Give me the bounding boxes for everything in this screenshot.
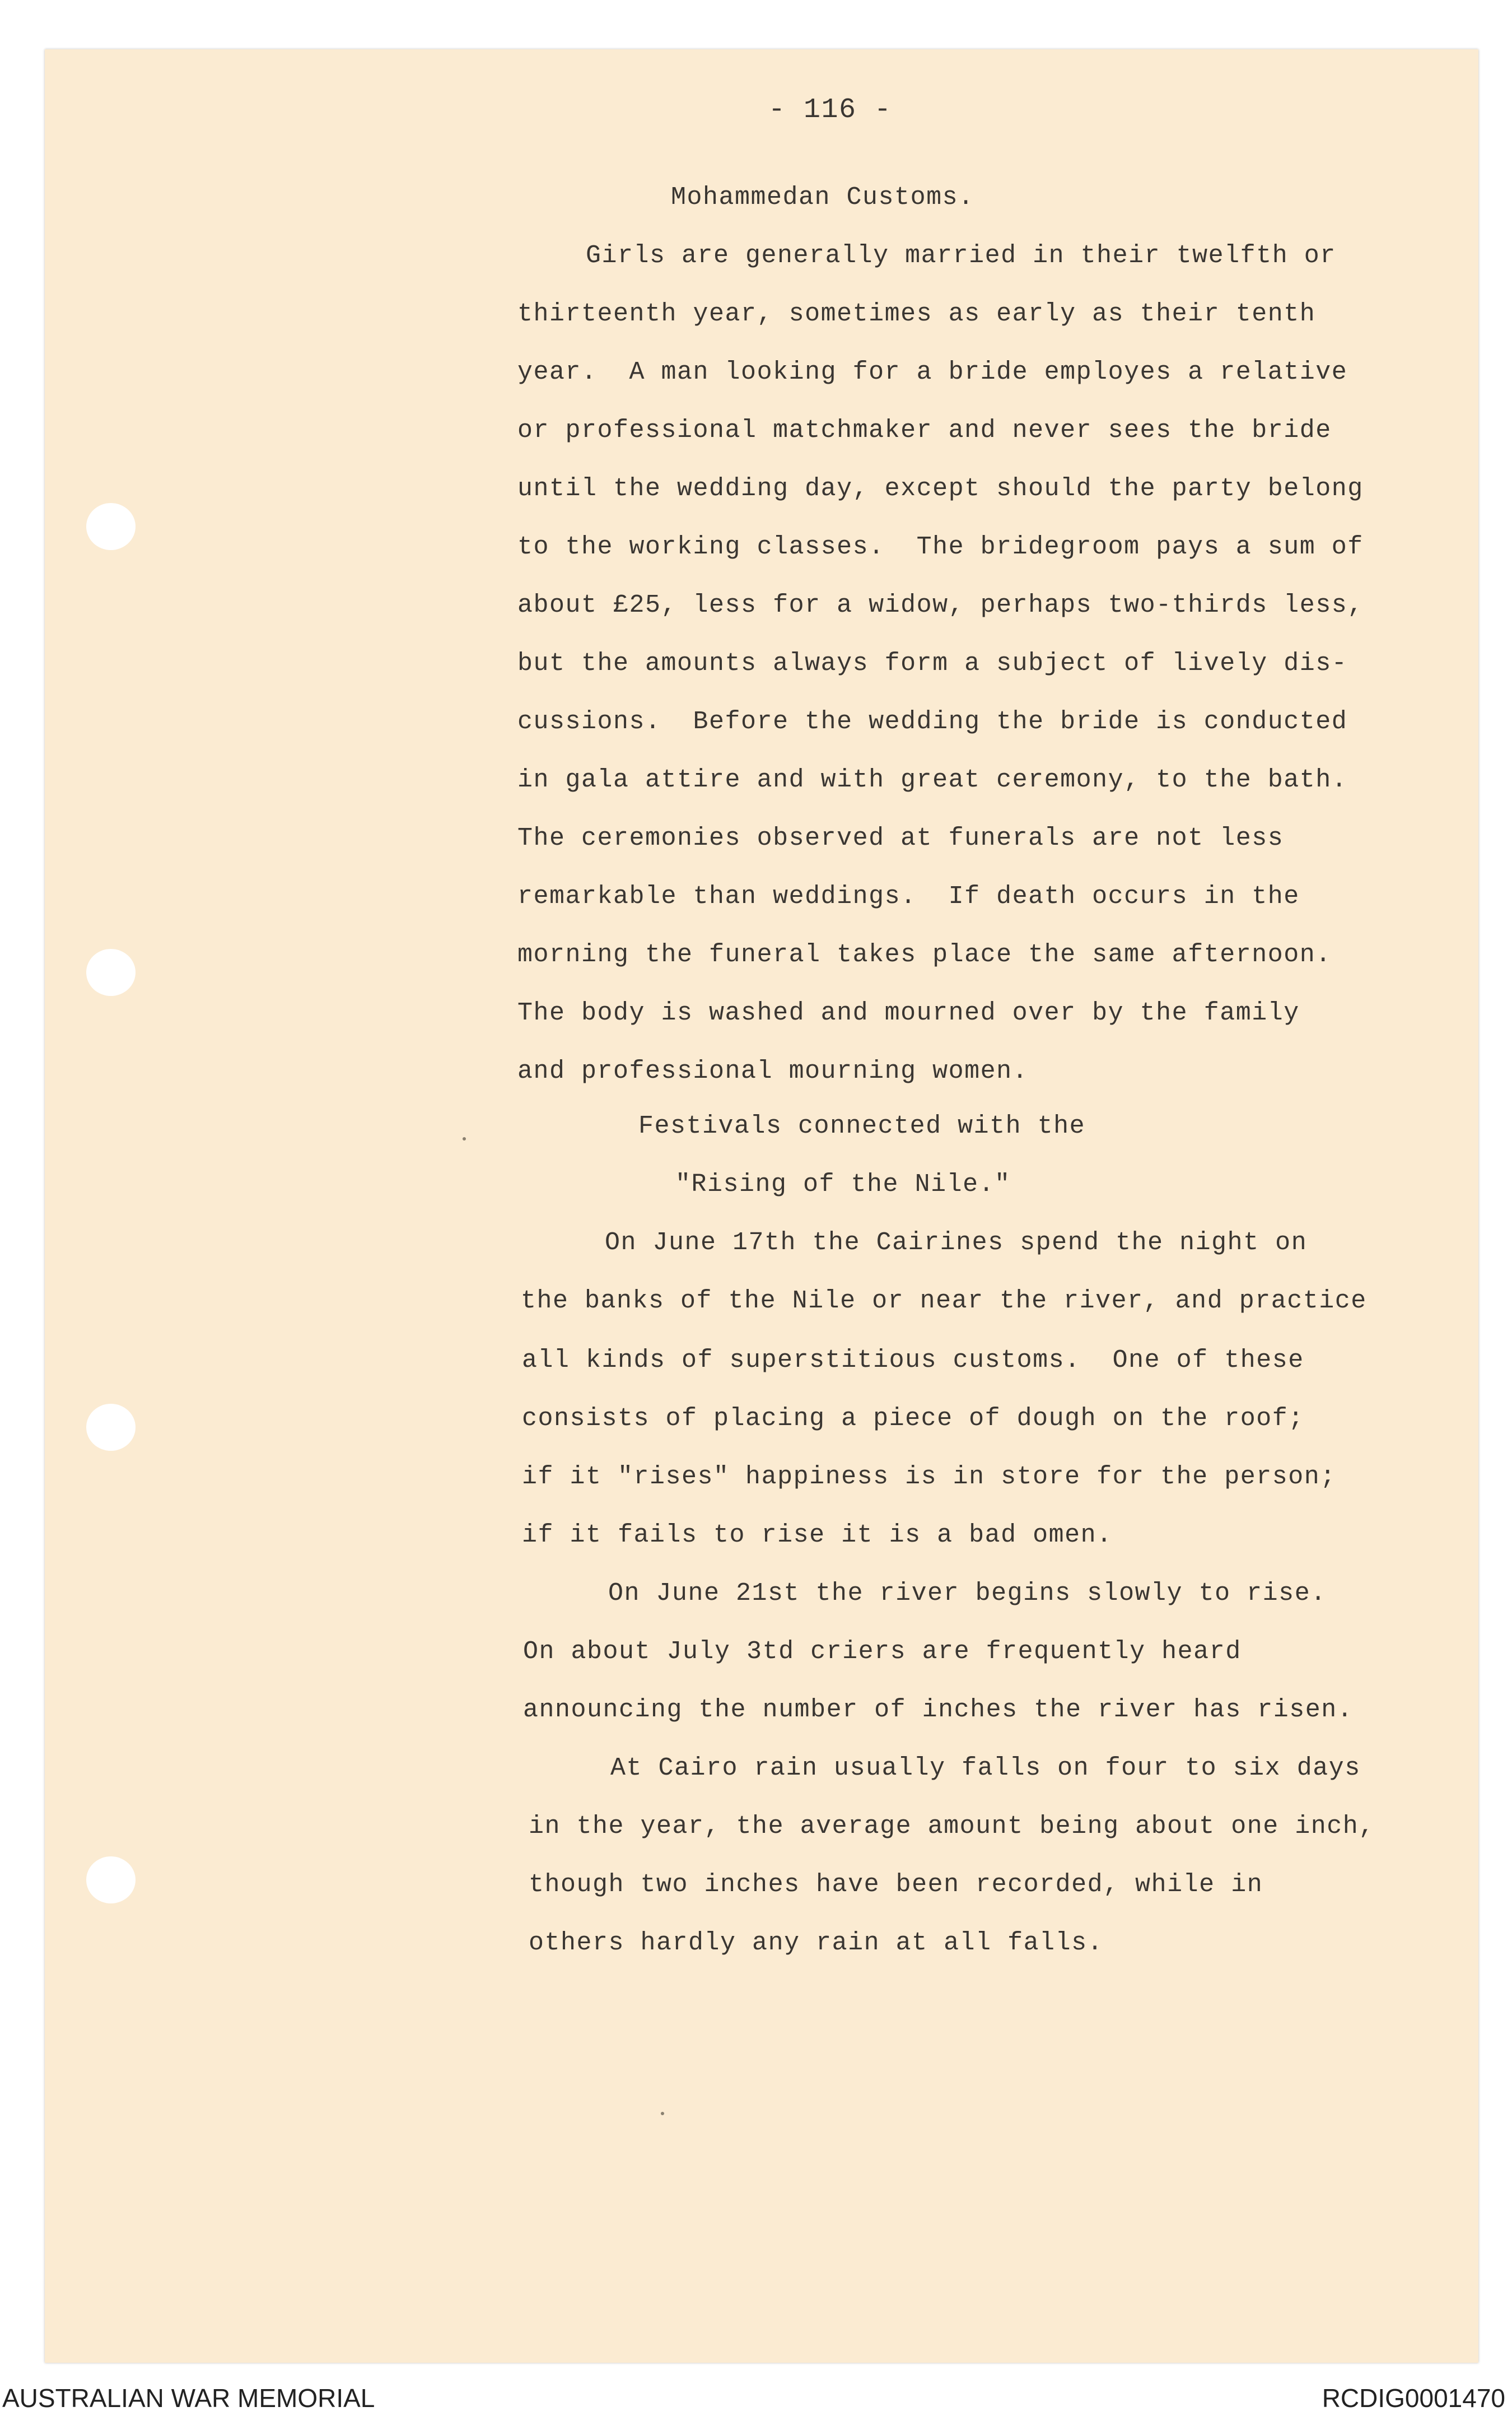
section-heading-rising-of-the-nile: "Rising of the Nile." xyxy=(675,1170,1011,1199)
ink-speck xyxy=(661,2112,664,2115)
paragraph-line: announcing the number of inches the river has risen. xyxy=(523,1696,1354,1724)
paragraph-line: the banks of the Nile or near the river, and practice xyxy=(521,1287,1367,1315)
paragraph-line: cussions. Before the wedding the bride is conducted xyxy=(517,707,1348,736)
paragraph-line: On June 17th the Cairines spend the night on xyxy=(605,1228,1308,1257)
paragraph-line: On about July 3td criers are frequently heard xyxy=(523,1637,1242,1666)
paragraph-line: morning the funeral takes place the same afternoon. xyxy=(517,941,1332,969)
punch-hole-1 xyxy=(86,503,136,550)
paragraph-line: year. A man looking for a bride employes a relative xyxy=(517,358,1348,387)
paragraph-line: Girls are generally married in their twelfth or xyxy=(586,241,1336,270)
footer-archive-name: AUSTRALIAN WAR MEMORIAL xyxy=(2,2384,375,2413)
page-number: - 116 - xyxy=(768,94,892,126)
paragraph-line: until the wedding day, except should the party belong xyxy=(517,474,1364,503)
paragraph-line: and professional mourning women. xyxy=(517,1057,1029,1086)
punch-hole-2 xyxy=(86,949,136,996)
paragraph-line: if it fails to rise it is a bad omen. xyxy=(522,1521,1113,1549)
footer-item-id: RCDIG0001470 xyxy=(1322,2384,1505,2413)
paragraph-line: though two inches have been recorded, while in xyxy=(529,1870,1263,1899)
punch-hole-3 xyxy=(86,1404,136,1451)
paragraph-line: about £25, less for a widow, perhaps two-thirds less, xyxy=(517,591,1364,620)
document-sheet xyxy=(45,49,1478,2363)
paragraph-line: in the year, the average amount being about one inch, xyxy=(529,1812,1375,1841)
paragraph-line: or professional matchmaker and never sees the bride xyxy=(517,416,1332,445)
section-heading-mohammedan-customs: Mohammedan Customs. xyxy=(671,183,974,212)
paragraph-line: if it "rises" happiness is in store for the person; xyxy=(522,1463,1336,1491)
paragraph-line: On June 21st the river begins slowly to rise. xyxy=(608,1579,1327,1608)
paragraph-line: others hardly any rain at all falls. xyxy=(529,1929,1104,1957)
punch-hole-4 xyxy=(86,1856,136,1903)
paragraph-line: to the working classes. The bridegroom pays a sum of xyxy=(517,533,1364,561)
ink-speck xyxy=(463,1137,466,1140)
paragraph-line: The ceremonies observed at funerals are not less xyxy=(517,824,1284,853)
paragraph-line: remarkable than weddings. If death occurs in the xyxy=(517,882,1300,911)
paragraph-line: At Cairo rain usually falls on four to six days xyxy=(610,1754,1361,1782)
paragraph-line: The body is washed and mourned over by the family xyxy=(517,999,1300,1027)
paragraph-line: consists of placing a piece of dough on the roof; xyxy=(522,1404,1304,1433)
section-heading-festivals: Festivals connected with the xyxy=(638,1112,1086,1140)
paragraph-line: all kinds of superstitious customs. One of these xyxy=(522,1346,1304,1375)
paragraph-line: in gala attire and with great ceremony, to the bath. xyxy=(517,766,1348,794)
paragraph-line: but the amounts always form a subject of lively dis- xyxy=(517,649,1348,678)
paragraph-line: thirteenth year, sometimes as early as their tenth xyxy=(517,300,1316,328)
